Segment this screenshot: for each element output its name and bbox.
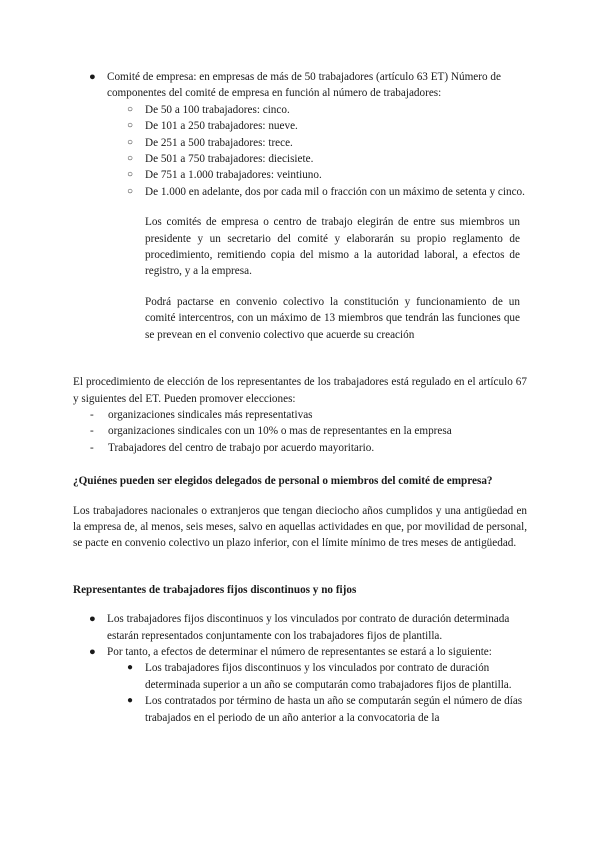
comite-text: Comité de empresa: en empresas de más de 50 trabajadores (artículo 63 ET) Número de componentes del comité de empresa en función al número de trabajadores: bbox=[107, 71, 501, 100]
comite-intercentros-paragraph: Podrá pactarse en convenio colectivo la constitución y funcionamiento de un comité intercentros, con un máximo de 13 miembros que tendrán las funciones que se prevean en el convenio colectivo que acuerde su creación bbox=[145, 295, 520, 341]
range-item bbox=[0, 118, 600, 134]
promoter-item bbox=[0, 440, 600, 456]
short-contracts-text: Los contratados por término de hasta un año se computarán según el número de días trabajados en el periodo de un año anterior a la convocatoria de la bbox=[145, 695, 523, 724]
list-item-comite bbox=[0, 69, 600, 102]
range-item bbox=[0, 167, 600, 183]
dash-marker: - bbox=[90, 425, 94, 438]
range-item bbox=[0, 184, 600, 200]
range-item bbox=[0, 135, 600, 151]
promoter-text: Trabajadores del centro de trabajo por acuerdo mayoritario. bbox=[108, 441, 375, 454]
circle-marker: ○ bbox=[127, 169, 134, 181]
election-procedure-paragraph: El procedimiento de elección de los representantes de los trabajadores está regulado en el artículo 67 y siguientes del ET. Pueden promover elecciones: bbox=[73, 376, 527, 405]
eligibility-heading: ¿Quiénes pueden ser elegidos delegados de personal o miembros del comité de empresa? bbox=[73, 475, 493, 488]
circle-marker: ○ bbox=[127, 120, 134, 132]
eligibility-paragraph: Los trabajadores nacionales o extranjeros que tengan dieciocho años cumplidos y una antigüedad en la empresa de, al menos, seis meses, salvo en aquellas actividades en que, por movilidad de personal, se pacte en convenio colectivo un plazo inferior, con el límite mínimo de tres meses de antigüedad. bbox=[73, 504, 527, 550]
range-item bbox=[0, 151, 600, 167]
promoter-item bbox=[0, 407, 600, 423]
document-content bbox=[0, 69, 600, 726]
range-text: De 501 a 750 trabajadores: diecisiete. bbox=[145, 153, 314, 166]
count-rule-text: Por tanto, a efectos de determinar el número de representantes se estará a lo siguiente: bbox=[107, 645, 492, 658]
long-contracts-text: Los trabajadores fijos discontinuos y los vinculados por contrato de duración determinada superior a un año se computarán como trabajadores fijos de plantilla. bbox=[145, 662, 512, 691]
range-text: De 1.000 en adelante, dos por cada mil o fracción con un máximo de setenta y cinco. bbox=[145, 185, 525, 198]
bullet-marker: ● bbox=[127, 662, 134, 674]
range-item bbox=[0, 102, 600, 118]
bullet-marker: ● bbox=[89, 71, 96, 83]
bullet-marker: ● bbox=[89, 645, 96, 658]
promoter-item bbox=[0, 423, 600, 439]
comite-organization-paragraph: Los comités de empresa o centro de trabajo elegirán de entre sus miembros un presidente y un secretario del comité y elaborarán su propio reglamento de procedimiento, remitiendo copia del mismo a la autoridad laboral, a efectos de registro, y a la empresa. bbox=[145, 216, 520, 278]
circle-marker: ○ bbox=[127, 103, 134, 115]
list-item-count-rule bbox=[0, 644, 600, 660]
sub-item-short-contracts bbox=[0, 693, 600, 726]
range-text: De 251 a 500 trabajadores: trece. bbox=[145, 136, 293, 149]
range-text: De 751 a 1.000 trabajadores: veintiuno. bbox=[145, 169, 322, 182]
circle-marker: ○ bbox=[127, 136, 134, 148]
sub-item-long-contracts bbox=[0, 660, 600, 693]
bullet-marker: ● bbox=[89, 613, 96, 626]
representation-text: Los trabajadores fijos discontinuos y los vinculados por contrato de duración determinada estarán representados conjuntamente con los trabajadores fijos de plantilla. bbox=[107, 613, 510, 642]
circle-marker: ○ bbox=[127, 185, 134, 197]
circle-marker: ○ bbox=[127, 153, 134, 165]
dash-marker: - bbox=[90, 441, 94, 454]
promoter-text: organizaciones sindicales con un 10% o mas de representantes en la empresa bbox=[108, 425, 452, 438]
fixed-discontinuous-heading: Representantes de trabajadores fijos discontinuos y no fijos bbox=[73, 583, 357, 596]
promoter-text: organizaciones sindicales más representativas bbox=[108, 408, 313, 421]
range-text: De 50 a 100 trabajadores: cinco. bbox=[145, 103, 290, 116]
range-text: De 101 a 250 trabajadores: nueve. bbox=[145, 120, 298, 133]
bullet-marker: ● bbox=[127, 695, 134, 707]
dash-marker: - bbox=[90, 408, 94, 421]
list-item-representation bbox=[0, 611, 600, 644]
